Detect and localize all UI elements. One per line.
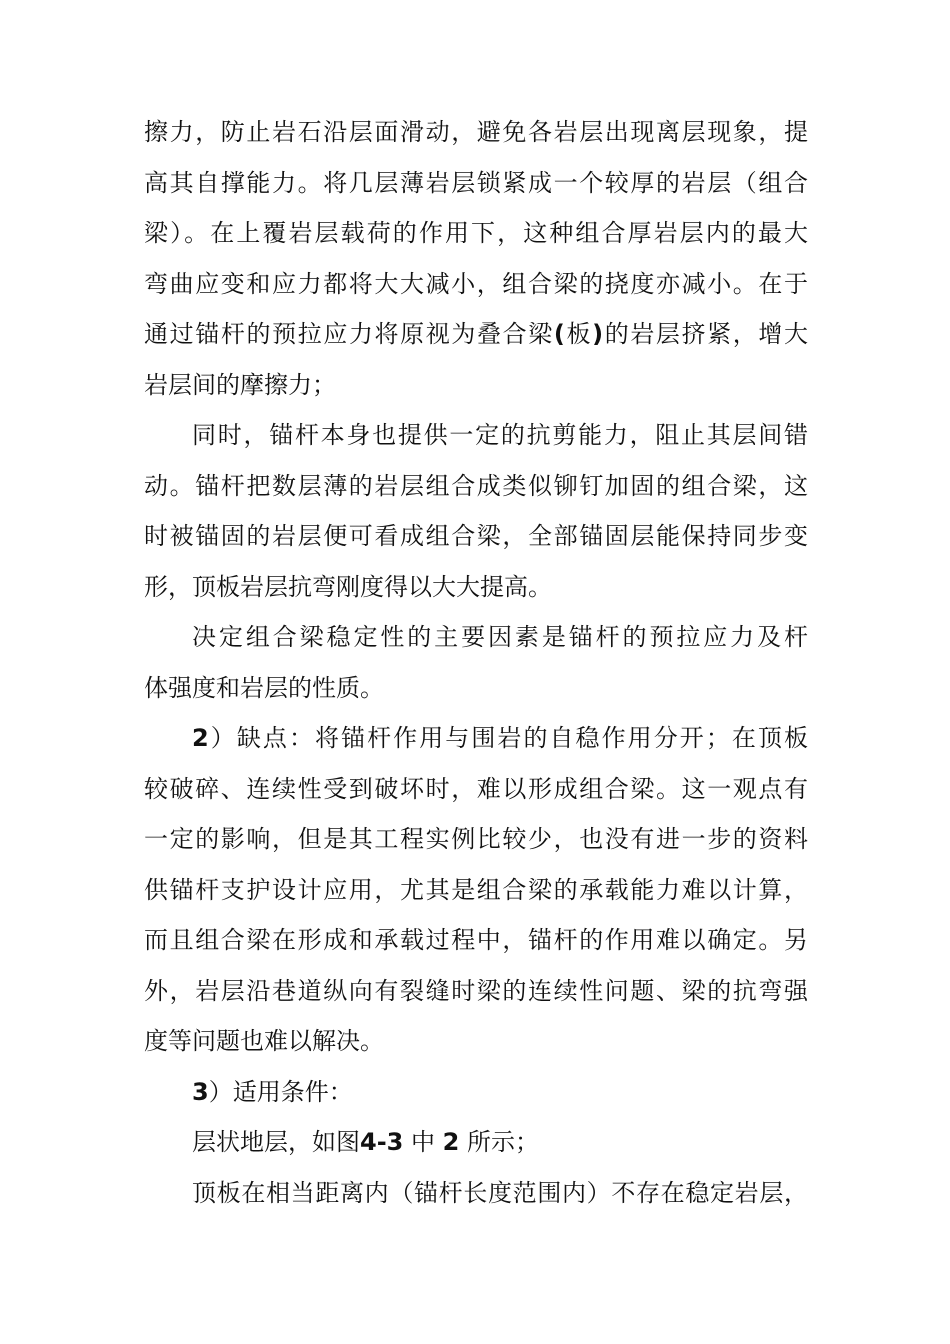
text-line-18: 外，岩层沿巷道纵向有裂缝时梁的连续性问题、梁的抗弯强	[144, 976, 808, 1005]
text-line-16: 供锚杆支护设计应用，尤其是组合梁的承载能力难以计算，	[144, 875, 808, 904]
text-line-9: 时被锚固的岩层便可看成组合梁，全部锚固层能保持同步变	[144, 522, 808, 550]
text-line-7: 同时，锚杆本身也提供一定的抗剪能力，阻止其层间错	[192, 421, 808, 449]
text-line-20	[144, 1067, 808, 1118]
figure-ref-item: 2	[442, 1128, 460, 1156]
text-line-10: 形，顶板岩层抗弯刚度得以大大提高。	[144, 572, 552, 601]
text-line-2: 高其自撑能力。将几层薄岩层锁紧成一个较厚的岩层（组合	[144, 168, 808, 197]
text-line-17: 而且组合梁在形成和承载过程中，锚杆的作用难以确定。另	[144, 926, 808, 954]
text-line-15: 一定的影响，但是其工程实例比较少，也没有进一步的资料	[144, 825, 808, 853]
figure-ref-number: 4-3	[360, 1128, 404, 1156]
text-line-21	[144, 1117, 808, 1168]
text-line-5-board: 板	[564, 320, 593, 348]
item-3-paren: ）	[208, 1077, 233, 1106]
text-line-5	[144, 309, 808, 360]
text-line-3: 梁）。在上覆岩层载荷的作用下，这种组合厚岩层内的最大	[144, 219, 808, 247]
item-2-number: 2	[192, 724, 209, 752]
text-line-8: 动。锚杆把数层薄的岩层组合成类似铆钉加固的组合梁，这	[144, 471, 808, 500]
body-text	[144, 107, 808, 1218]
item-2-paren: ）	[208, 724, 237, 752]
figure-ref-tail: 所示；	[459, 1128, 539, 1156]
text-line-14: 较破碎、连续性受到破坏时，难以形成组合梁。这一观点有	[144, 774, 808, 803]
text-line-11: 决定组合梁稳定性的主要因素是锚杆的预拉应力及杆	[192, 623, 808, 651]
text-line-5-paren-open: (	[553, 320, 565, 348]
text-line-1: 擦力，防止岩石沿层面滑动，避免各岩层出现离层现象，提	[144, 118, 808, 146]
figure-ref-mid: 中	[403, 1128, 443, 1156]
item-2-text: 缺点：将锚杆作用与围岩的自稳作用分开；在顶板	[236, 724, 809, 752]
text-line-5-head: 通过锚杆的预拉应力将原视为叠合梁	[144, 320, 554, 348]
item-3-number: 3	[192, 1077, 209, 1106]
text-line-13	[144, 713, 808, 764]
text-line-6: 岩层间的摩擦力；	[144, 370, 336, 399]
text-line-22: 顶板在相当距离内（锚杆长度范围内）不存在稳定岩层，	[192, 1178, 808, 1207]
item-3-text: 适用条件：	[232, 1077, 353, 1106]
text-line-19: 度等问题也难以解决。	[144, 1027, 384, 1055]
text-line-12: 体强度和岩层的性质。	[144, 673, 384, 702]
text-line-4: 弯曲应变和应力都将大大减小，组合梁的挠度亦减小。在于	[144, 269, 808, 298]
text-line-5-tail: 的岩层挤紧，增大	[603, 320, 809, 348]
figure-ref-lead: 层状地层，如图	[192, 1128, 360, 1156]
text-line-5-paren-close: )	[592, 320, 604, 348]
